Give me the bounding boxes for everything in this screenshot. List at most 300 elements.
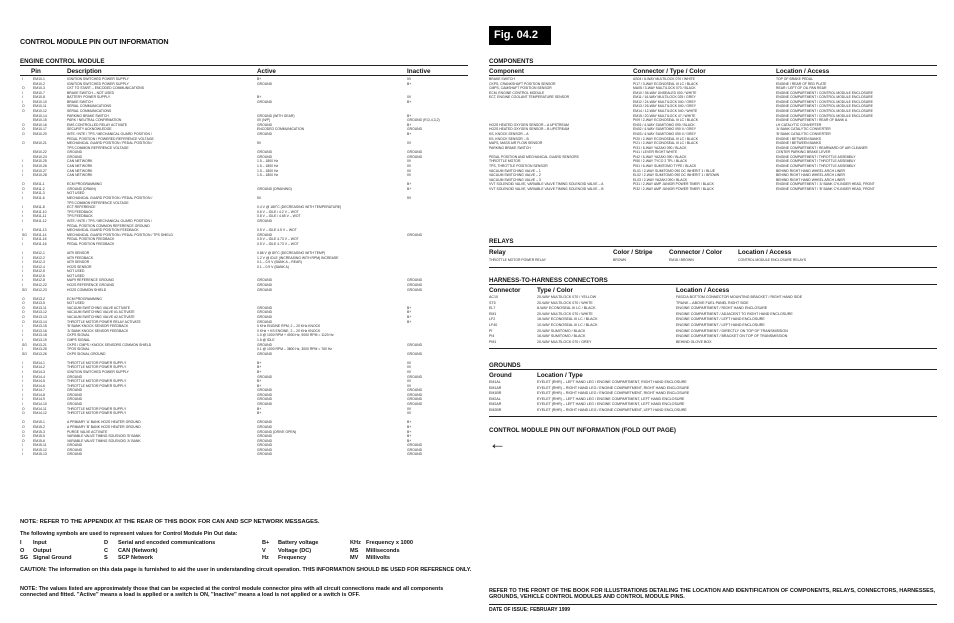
table-cell: EMS CONTROLLED RELAY ACTIVATE [67, 122, 128, 127]
table-cell: GROUND [67, 402, 83, 407]
table-cell: EM1 [489, 311, 497, 316]
table-cell: CAN NETWORK [67, 168, 93, 173]
table-cell: GROUND [67, 452, 83, 457]
table-cell: I [22, 191, 23, 196]
table-cell: BEHIND GLOVE BOX [676, 339, 712, 344]
table-cell: SECURITY ACKNOWLEDGE [67, 127, 112, 132]
table-cell: EM10-16 [33, 122, 47, 127]
table-cell: I [22, 241, 23, 246]
table-cell: EM12-6 [33, 273, 45, 278]
table-cell: I [22, 443, 23, 448]
table-cell: O [22, 429, 25, 434]
table-cell: O [22, 434, 25, 439]
table-cell: EM11-3 [33, 191, 45, 196]
table-cell: I [22, 324, 23, 329]
table-cell: ENGINE COMPARTMENT / THROTTLE ASSEMBLY [776, 154, 856, 159]
table-cell: 0V [407, 163, 412, 168]
table-cell: GROUND [257, 287, 273, 292]
table-cell: BRAKE SWITCH [489, 77, 515, 81]
table-cell: I [22, 255, 23, 260]
table-cell: EM11-6 [33, 196, 45, 201]
table-cell: EM11-1 [33, 182, 45, 187]
symbol-code: O [20, 547, 25, 554]
table-cell: EM10-1 [33, 77, 45, 81]
table-cell: B+ [407, 99, 412, 104]
table-cell: 0V [407, 77, 412, 81]
table-cell: EM14-9 [33, 397, 45, 402]
table-cell: EM10-11 [33, 104, 47, 109]
table-cell: MECHANICAL GUARD POSITION FEEDBACK [67, 228, 139, 233]
table-cell: GROUND [67, 374, 83, 379]
table-cell: GROUND [257, 218, 273, 223]
table-cell: BRAKE SWITCH [67, 99, 93, 104]
table-cell: EM10-10 [33, 99, 47, 104]
table-cell: EM11-11 [33, 214, 47, 219]
table-cell: EM1BR [489, 391, 502, 396]
table-cell: GROUND [407, 388, 423, 393]
table-cell: 0V [407, 379, 412, 384]
table-cell: EM14-8 [33, 392, 45, 397]
table-cell: CKPS / CMPS / KNOCK SENSORS COMMON SHIELD [67, 342, 152, 347]
symbol-code: D [104, 540, 109, 546]
table-cell: O [22, 319, 25, 324]
table-cell: IAT9 SENSOR [67, 260, 90, 265]
table-cell: VACUUM SWITCHING VALVE #2 ACTIVATE [67, 315, 135, 320]
table-cell: GROUND [257, 305, 273, 310]
table-cell: EM10-20 [33, 131, 47, 136]
table-cell: TPS FEEDBACK [67, 209, 93, 214]
col-header-color: Color / Stripe [613, 249, 653, 256]
table-cell: B+ [407, 113, 412, 118]
table-cell: 0V [407, 411, 412, 416]
table-cell: GROUND [257, 434, 273, 439]
table-cell: GROUND [407, 447, 423, 452]
symbol-code: SG [20, 555, 29, 562]
table-cell: THROTTLE MOTOR POWER RELAY ACTIVATE [67, 319, 141, 324]
table-cell: 0.8 V – IDLE / 4.65 V – WOT [257, 214, 301, 219]
table-cell: 0.5 V – IDLE 4.73 V – WOT [257, 237, 299, 242]
table-cell: B+ [407, 122, 412, 127]
table-cell: TOP OF BRAKE PEDAL [776, 77, 813, 81]
table-cell: ENGINE COMPARTMENT / 'B' BANK CYLINDER HEAD, FRONT [776, 186, 875, 191]
table-cell: EM10-14 [33, 113, 47, 118]
table-cell: KS, KNOCK SENSOR – A [489, 131, 529, 136]
table-cell: TPS, THROTTLE POSITION SENSOR [489, 163, 548, 168]
table-cell: 0 KHz ENGINE RPM, 2 – 20 KHz KNOCK [257, 324, 321, 329]
table-cell: EM13-13 [33, 315, 47, 320]
table-cell: A PRIMARY 'A' BANK HO2S HEATER GROUND [67, 420, 141, 425]
table-cell: ENGINE COMPARTMENT / CONTROL MODULE ENCLOSURE [776, 95, 873, 100]
table-cell: ENGINE COMPARTMENT / DIRECTLY ON TOP OF TRANSMISSION [676, 328, 788, 333]
table-cell: PI20 / 2-WAY ECONOSEAL III LC / BLACK [633, 136, 699, 141]
table-cell: 0V [407, 383, 412, 388]
table-cell: EYELET (RHR) – LEFT HAND LEG / ENGINE COMPARTMENT, LEFT HAND ENCLOSURE [537, 396, 685, 401]
table-cell: IAT9 SENSOR [67, 250, 90, 255]
table-cell: BROWN [613, 258, 626, 262]
table-cell: VACUUM SWITCHING VALVE – 3 [489, 177, 541, 182]
table-cell: I [22, 328, 23, 333]
table-cell: TPS FEEDBACK [67, 214, 93, 219]
table-cell: 0V (N/P) [257, 118, 270, 123]
table-cell: ENGINE COMPARTMENT / ADJACENT TO RIGHT HAND ENCLOSURE [676, 311, 793, 316]
divider [489, 369, 937, 370]
table-cell: GROUND (DRAIN) [67, 186, 96, 191]
table-cell: GROUND [407, 127, 423, 132]
table-cell: GROUND [257, 374, 273, 379]
table-cell: PI21 / 2-WAY ECONOSEAL III LC / BLACK [633, 141, 699, 146]
table-cell: B+ [407, 319, 412, 324]
table-cell: EM13-21 [33, 342, 47, 347]
table-cell: 0V [407, 370, 412, 374]
table-cell: EM10-27 [33, 168, 47, 173]
table-cell: EM13 / 26-WAY MULTILOCK 040 / GREY [633, 104, 696, 109]
table-cell: I [22, 333, 23, 338]
col-header-location: Location / Access [776, 68, 830, 75]
table-cell: ENGINE COMPARTMENT / CONTROL MODULE ENCLOSURE [776, 113, 873, 118]
table-cell: 20-WAY MULTILOCK 070 / WHITE [537, 311, 593, 316]
table-cell: VARIABLE VALVE TIMING SOLENOID 'B' BANK [67, 434, 141, 439]
table-cell: ENGINE / BETWEEN BANKS [776, 136, 822, 141]
table-cell: CMPS, CAMSHAFT POSITION SENSOR [489, 86, 552, 91]
table-cell: EM2AL [489, 396, 501, 401]
table-cell: EL02 / 2-WAY SUMITOMO 090 DC INHERIT 1 / BROWN [633, 173, 720, 178]
table-cell: ENGINE COMPARTMENT / LEFT HAND ENCLOSURE [676, 317, 765, 322]
table-cell: I [22, 283, 23, 288]
col-header-inactive: Inactive [407, 68, 431, 75]
table-cell: ENGINE COMPARTMENT / REARWARD OF AIR CLEANER [776, 145, 868, 150]
table-cell: I [22, 447, 23, 452]
table-cell: I [22, 388, 23, 393]
table-cell: I [22, 163, 23, 168]
table-cell: THROTTLE MOTOR POWER SUPPLY [67, 379, 127, 384]
divider [489, 604, 937, 605]
col-header-connector: Connector / Type / Color [633, 68, 706, 75]
table-cell: B+ [257, 77, 262, 81]
table-cell: EM18 / BROWN [669, 258, 694, 262]
table-cell: EN01 / 4-WAY SUMITOMO 090 / BLACK [633, 122, 695, 127]
symbol-meaning: Output [33, 547, 52, 554]
table-cell: VACUUM SWITCHING VALVE ACTIVATE [67, 305, 130, 310]
table-cell: I [22, 90, 23, 95]
table-cell: IGNITION SWITCHED POWER SUPPLY [67, 81, 129, 86]
table-cell: I [22, 278, 23, 283]
table-cell: O [22, 141, 25, 146]
table-cell: EM1AL [489, 380, 501, 384]
table-cell: GROUND [257, 443, 273, 448]
symbol-meaning: Serial and encoded communications [118, 540, 216, 546]
table-cell: GROUND (R,D,4,3,2) [407, 118, 440, 123]
table-cell: B+ [407, 305, 412, 310]
symbol-meaning: Battery voltage [278, 540, 319, 546]
table-cell: PEDAL POSITION / POWERED REFERENCE VOLTAGE [67, 136, 154, 141]
table-cell: B+ [257, 379, 262, 384]
table-cell: 8-WAY ECONOSEAL III LC / BLACK [537, 306, 596, 311]
table-cell: EM11-10 [33, 209, 47, 214]
table-cell: EM15-6 [33, 438, 45, 443]
table-cell: NOT USED [67, 301, 85, 306]
table-cell: EM10-28 [33, 173, 47, 178]
col-header-ground-location: Location / Type [537, 372, 583, 379]
table-cell: EM14-5 [33, 379, 45, 384]
table-cell: MAFS, MASS AIR FLOW SENSOR [489, 141, 543, 146]
table-cell: THROTTLE MOTOR POWER SUPPLY [67, 383, 127, 388]
table-cell: O [22, 131, 25, 136]
table-cell: LF40 [489, 322, 498, 327]
table-cell: EM12-1 [33, 250, 45, 255]
table-cell: THROTTLE MOTOR [489, 159, 521, 164]
table-cell: O [22, 186, 25, 191]
symbol-meaning: CAN (Network) [118, 547, 158, 554]
table-cell: 0V [407, 406, 412, 411]
table-cell: HO2S HEATED OXYGEN SENSOR – B UPSTREAM [489, 127, 570, 132]
table-cell: INTE / INTE / TPS / MECHANICAL GUARD POSITION / [67, 131, 152, 136]
table-cell: B+ [257, 370, 262, 374]
table-cell: EM12-23 [33, 287, 47, 292]
table-cell: PI09 / 2-WAY ECONOSEAL III LC / BLACK [633, 118, 699, 123]
table-cell: THROTTLE MOTOR POWER SUPPLY [67, 360, 127, 365]
table-cell: O [22, 420, 25, 425]
col-header-active: Active [257, 68, 276, 75]
table-cell: EM14-1 [33, 360, 45, 365]
table-cell: PI17 / 3-WAY ECONOSEAL III LC / BLACK [633, 81, 699, 86]
table-cell: ENGINE COMPARTMENT / THROTTLE ASSEMBLY [776, 159, 856, 164]
table-cell: A PRIMARY 'B' BANK HO2S HEATER GROUND [67, 424, 141, 429]
symbol-code: C [104, 547, 109, 554]
table-cell: I [22, 337, 23, 342]
table-cell: 0V [407, 95, 412, 100]
components-title: COMPONENTS [489, 58, 534, 65]
table-cell: EM12-8 [33, 278, 45, 283]
table-cell: I [22, 228, 23, 233]
table-cell: EM14-11 [33, 406, 47, 411]
table-row [489, 340, 937, 346]
symbol-code: KHz [350, 540, 361, 546]
table-cell: EM13-2 [33, 296, 45, 301]
table-cell: PI32 / 2-WAY AMP JUNIOR POWER TIMER / BLACK [633, 186, 714, 191]
table-cell: EM15-5 [33, 434, 45, 439]
table-cell: EM15-3 [33, 429, 45, 434]
table-cell: O [22, 310, 25, 315]
table-cell: EM11-13 [33, 228, 47, 233]
table-cell: EM15-13 [33, 452, 47, 457]
table-cell: GROUND [257, 122, 273, 127]
table-cell: ENGINE COMPARTMENT / RIGHT HAND ENCLOSURE [676, 306, 768, 311]
table-cell: MAF9 REFERENCE GROUND [67, 278, 114, 283]
table-cell: 16-WAY ECONOSEAL III LC / BLACK [537, 317, 598, 322]
table-cell: ENCODED COMMUNICATION [257, 127, 305, 132]
table-cell: SG [22, 342, 27, 347]
table-cell: EM12-3 [33, 260, 45, 265]
table-cell: TPOS SIGNAL [67, 347, 90, 352]
table-cell: PEDAL POSITION FEEDBACK [67, 237, 115, 242]
table-cell: 1.6 @ IDLE [257, 337, 275, 342]
table-cell: VACUUM SWITCHING VALVE – 1 [489, 168, 541, 173]
table-cell: EL01 / 2-WAY SUMITOMO 090 DC INHERIT 1 / BLUE [633, 168, 715, 173]
symbol-meaning: Input [33, 540, 47, 546]
table-cell: EM13-16 [33, 328, 47, 333]
symbol-code: I [20, 540, 22, 546]
table-cell: O [22, 315, 25, 320]
table-cell: B+ [407, 131, 412, 136]
table-cell: THROTTLE MOTOR POWER RELAY [489, 258, 546, 262]
table-cell: I [22, 264, 23, 269]
table-cell: GROUND [257, 392, 273, 397]
table-cell: GROUND [257, 447, 273, 452]
table-cell: 1.2 V @ IDLE (INCREASING WITH RPM) INCREASE [257, 255, 339, 260]
table-cell: O [22, 104, 25, 109]
table-cell: 5V [407, 196, 412, 201]
table-cell: GROUND [407, 374, 423, 379]
grounds-table [489, 380, 937, 414]
table-cell: ECM PROGRAMMING [67, 182, 102, 187]
table-cell: PI50 / 2-WAY TYCO 2 TPL / BLACK [633, 159, 688, 164]
table-cell: O [22, 109, 25, 114]
table-cell: 0.1 – 0.9 V (BANK A – REAR) [257, 260, 302, 265]
table-cell: PEDAL POSITION COMMON REFERENCE GROUND [67, 223, 150, 228]
table-cell: PARKING BRAKE SWITCH [489, 145, 531, 150]
table-cell: GROUND [257, 278, 273, 283]
table-cell: ENGINE COMPARTMENT / CONTROL MODULE ENCLOSURE [776, 104, 873, 109]
table-cell: EM13-12 [33, 310, 47, 315]
table-cell: PI42 / 6-WAY YAZAKI 090 / BLACK [633, 154, 687, 159]
col-header-harness-type: Type / Color [537, 287, 573, 294]
table-cell: BATTERY POWER SUPPLY [67, 95, 111, 100]
table-cell: GROUND [257, 452, 273, 457]
table-cell: INTE / INTE / TPS / MECHANICAL GUARD POSITION / [67, 218, 152, 223]
col-header-ground: Ground [489, 372, 512, 379]
table-cell: GROUND [407, 154, 423, 159]
table-cell: GROUND [257, 397, 273, 402]
table-cell: GROUND [407, 402, 423, 407]
divider [20, 65, 468, 66]
table-cell: EYELET (RHR) – LEFT HAND LEG / ENGINE COMPARTMENT, RIGHT HAND ENCLOSURE [537, 380, 687, 384]
table-cell: I [22, 168, 23, 173]
table-cell: O [22, 424, 25, 429]
table-cell: GROUND [257, 131, 273, 136]
table-cell: ENGINE COMPARTMENT / BRACKET ON TOP OF TRANSMISSION [676, 334, 788, 339]
table-cell: O [22, 406, 25, 411]
table-cell: EM10-15 [33, 118, 47, 123]
table-cell: PI41 / LEVER RIGHT WHITE [633, 150, 678, 155]
symbol-meaning: Frequency x 1000 [366, 540, 413, 546]
table-cell: I [22, 370, 23, 374]
table-cell: ENGINE COMPARTMENT / LEFT HAND ENCLOSURE [676, 322, 765, 327]
table-cell: EYELET (RHR) – LEFT HAND LEG / ENGINE COMPARTMENT, LEFT HAND ENCLOSURE [537, 402, 685, 407]
table-cell: 1.0 @ 1000 RPM + 4900 Hz, 9000 RPM = 1120 Hz [257, 333, 334, 338]
table-cell: EN02 / 4-WAY SUMITOMO 090 II / GREY [633, 127, 696, 132]
table-cell: PURGE VALVE ACTIVATE [67, 429, 108, 434]
table-cell: EM11-16 [33, 241, 47, 246]
symbol-meaning: Frequency [278, 555, 307, 562]
table-cell: I [22, 347, 23, 352]
col-header-component: Component [489, 68, 524, 75]
table-cell: TRUNK – ABOVE FUEL PANEL RIGHT SIDE [676, 300, 749, 305]
table-cell: I [22, 360, 23, 365]
table-cell: 20-WAY MULTILOCK 070 / YELLOW [537, 295, 597, 299]
symbol-code: B+ [262, 540, 270, 546]
table-cell: EYELET (RHR) – RIGHT HAND LEG / ENGINE COMPARTMENT, LEFT HAND ENCLOSURE [537, 407, 687, 412]
table-cell: MA05 / 3-WAY MULTILOCK 070 / BLACK [633, 86, 696, 91]
table-cell: BEHIND RIGHT HAND WHEEL ARCH LINER [776, 177, 845, 182]
divider [489, 416, 937, 417]
table-cell: EM14-3 [33, 370, 45, 374]
table-cell: 0V [407, 173, 412, 178]
symbol-meaning: Signal Ground [33, 555, 72, 562]
symbol-meaning: Voltage (DC) [278, 547, 312, 554]
table-cell: GROUND [407, 392, 423, 397]
table-cell: 5V [257, 141, 262, 146]
table-cell: I [22, 383, 23, 388]
table-cell: EM11-14 [33, 232, 47, 237]
table-cell: B+ [407, 420, 412, 425]
col-header-relay-location: Location / Access [738, 249, 792, 256]
table-cell: GROUND [257, 315, 273, 320]
table-cell: EM14 / 12-WAY MULTILOCK 040 / WHITE [633, 109, 698, 114]
table-cell: GROUND [257, 402, 273, 407]
harness-title: HARNESS-TO-HARNESS CONNECTORS [489, 277, 608, 284]
table-cell: I [22, 159, 23, 164]
table-cell: 0.1 – 0.9 V (BANK A) [257, 264, 289, 269]
table-cell: I [22, 452, 23, 457]
table-cell: EM10-21 [33, 141, 47, 146]
table-cell: 0V [407, 141, 412, 146]
table-cell: SG [22, 287, 27, 292]
table-cell: 20-WAY SUMITOMO / BLACK [537, 328, 586, 333]
table-cell: 0V [407, 159, 412, 164]
divider [489, 65, 937, 66]
table-cell: NOT USED [67, 269, 85, 274]
table-cell: SG [22, 232, 27, 237]
table-cell: B+ [257, 95, 262, 100]
table-cell: B+ [407, 310, 412, 315]
table-cell: 'B' BANK KNOCK SENSOR FEEDBACK [67, 324, 129, 329]
table-cell: SERIAL COMMUNICATIONS [67, 104, 112, 109]
table-cell: CONTROL MODULE ENCLOSURE RELAYS [738, 258, 807, 262]
table-cell: ECT, ENGINE COOLANT TEMPERATURE SENSOR [489, 95, 570, 100]
table-cell: 0 KHz + KS ENGINE, 2 – 20 KHz KNOCK [257, 328, 321, 333]
table-cell: CMPS SIGNAL [67, 337, 91, 342]
table-cell: MECHANICAL GUARD POSITION / PEDAL POSITION / [67, 141, 153, 146]
table-cell: B+ [407, 429, 412, 434]
table-cell: EM13-5 [33, 301, 45, 306]
table-cell: CKPS SIGNAL [67, 333, 90, 338]
table-cell: CAN NETWORK [67, 159, 93, 164]
table-cell: GROUND [257, 388, 273, 393]
table-cell: EYELET (RHR) – RIGHT HAND LEG / ENGINE COMPARTMENT, RIGHT HAND ENCLOSURE [537, 391, 690, 396]
table-cell: GROUND [257, 351, 273, 356]
table-cell: TPS COMMON REFERENCE VOLTAGE [67, 145, 129, 150]
table-cell: B+ [407, 182, 412, 187]
table-cell: SG [22, 351, 27, 356]
table-cell: 1.5 – 1800 Hz [257, 163, 279, 168]
table-cell: GROUND [67, 392, 83, 397]
table-cell: EM10 / 36-WAY UNSEALED 000 / WHITE [633, 90, 697, 95]
table-cell: EM10-26 [33, 163, 47, 168]
table-cell: EM13-26 [33, 351, 47, 356]
table-cell: CKPS SIGNAL GROUND [67, 351, 106, 356]
table-cell: EM13-25 [33, 347, 47, 352]
table-cell: CAN NETWORK [67, 163, 93, 168]
table-cell: EN03 / 4-WAY SUMITOMO 090 II / GREY [633, 131, 696, 136]
table-cell: EM11-15 [33, 237, 47, 242]
table-cell: GROUND [257, 150, 273, 155]
table-cell: EM14-12 [33, 411, 47, 416]
table-cell: EM13-11 [33, 305, 47, 310]
table-cell: I [22, 237, 23, 242]
table-cell: EM12-4 [33, 264, 45, 269]
table-cell: I [22, 77, 23, 81]
table-cell: GROUND [257, 342, 273, 347]
